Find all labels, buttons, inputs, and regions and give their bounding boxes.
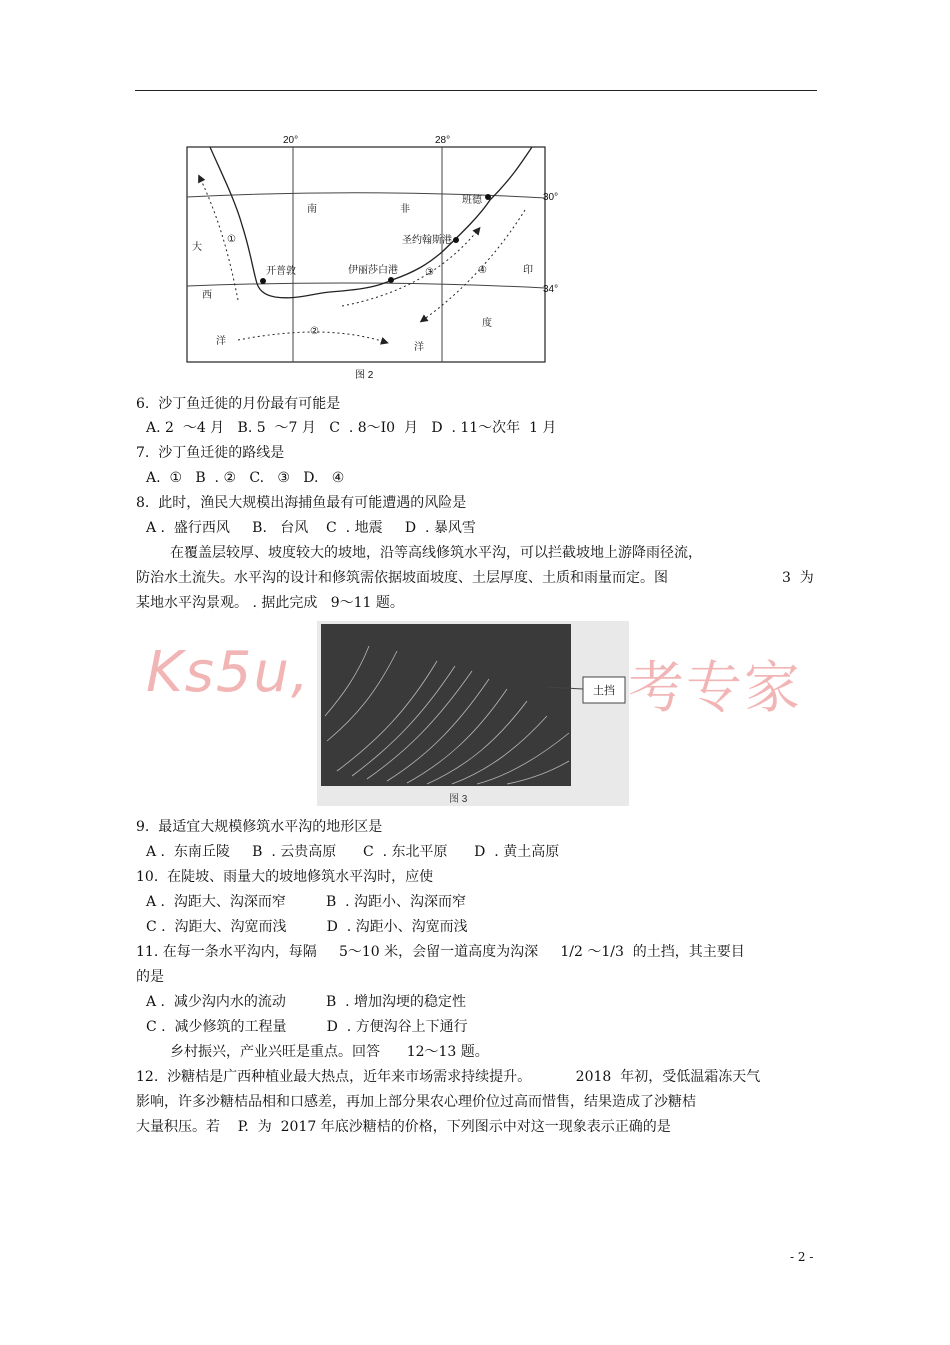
- region-label: 度: [482, 318, 492, 329]
- map-frame: [187, 147, 545, 362]
- photo-caption: 图 3: [449, 794, 468, 805]
- q9-stem: 9. 最适宜大规模修筑水平沟的地形区是: [136, 819, 383, 835]
- town-dot: [485, 194, 491, 200]
- route-label: ①: [227, 234, 236, 245]
- town-dot: [453, 237, 459, 243]
- region-label: 非: [400, 204, 410, 215]
- q11-options-ab: A . 减少沟内水的流动 B . 增加沟埂的稳定性: [146, 994, 467, 1010]
- watermark-left: Ks5u,: [146, 640, 311, 705]
- q9-options: A . 东南丘陵 B . 云贵高原 C . 东北平原 D . 黄土高原: [146, 844, 560, 860]
- figure-caption: 图 2: [355, 370, 374, 381]
- region-label: 西: [202, 290, 212, 301]
- place-label: 圣约翰斯港: [402, 235, 452, 246]
- town-dot: [260, 278, 266, 284]
- region-label: 大: [192, 242, 202, 253]
- photo-label: 土挡: [593, 685, 615, 697]
- figure-3-photo: [317, 621, 629, 806]
- q6-stem: 6. 沙丁鱼迁徙的月份最有可能是: [136, 396, 341, 412]
- q12-line3: 大量积压。若 P. 为 2017 年底沙糖桔的价格，下列图示中对这一现象表示正确的是: [136, 1119, 671, 1135]
- passage1-line1: 在覆盖层较厚、坡度较大的坡地，沿等高线修筑水平沟，可以拦截坡地上游降雨径流，: [170, 545, 702, 561]
- place-label: 伊丽莎白港: [348, 265, 398, 276]
- passage1-line3: 某地水平沟景观。 . 据此完成 9～11 题。: [136, 595, 404, 611]
- region-label: 洋: [216, 336, 226, 347]
- route-label: ④: [478, 265, 487, 276]
- q12-line2: 影响，许多沙糖桔品相和口感差，再加上部分果农心理价位过高而惜售，结果造成了沙糖桔: [136, 1094, 696, 1110]
- region-label: 南: [307, 204, 317, 215]
- figure-2-map: [180, 130, 559, 390]
- region-label: 洋: [414, 342, 424, 353]
- q10-options-ab: A . 沟距大、沟深而窄 B . 沟距小、沟深而窄: [146, 894, 467, 910]
- q6-options: A. 2 ～4 月 B. 5 ～7 月 C . 8～I0 月 D . 11～次年 1 月: [146, 420, 557, 436]
- q11-stem-cont: 的是: [136, 969, 164, 985]
- route-label: ③: [425, 267, 434, 278]
- passage2-line1: 乡村振兴，产业兴旺是重点。回答 12～13 题。: [170, 1044, 489, 1060]
- q8-options: A . 盛行西风 B. 台风 C . 地震 D . 暴风雪: [146, 520, 476, 536]
- region-label: 印: [523, 265, 533, 276]
- q12-line1: 12. 沙糖桔是广西种植业最大热点，近年来市场需求持续提升。 2018 年初，受低温霜冻天气: [136, 1069, 761, 1085]
- q7-options: A. ① B . ② C. ③ D. ④: [146, 470, 345, 486]
- q10-stem: 10. 在陡坡、雨量大的坡地修筑水平沟时，应使: [136, 869, 434, 885]
- lon-label: 20°: [283, 135, 299, 146]
- lon-label: 28°: [435, 135, 451, 146]
- q7-stem: 7. 沙丁鱼迁徙的路线是: [136, 445, 285, 461]
- header-rule: [135, 90, 817, 91]
- lat-label: 34°: [543, 284, 559, 295]
- watermark-right: 考专家: [628, 656, 802, 721]
- q11-options-cd: C . 减少修筑的工程量 D . 方便沟谷上下通行: [146, 1019, 468, 1035]
- lat-label: 30°: [543, 192, 559, 203]
- passage1-line2: 防治水土流失。水平沟的设计和修筑需依据坡面坡度、土层厚度、土质和雨量而定。图: [136, 570, 668, 586]
- q10-options-cd: C . 沟距大、沟宽而浅 D . 沟距小、沟宽而浅: [146, 919, 468, 935]
- page-number: - 2 -: [790, 1250, 814, 1264]
- q8-stem: 8. 此时，渔民大规模出海捕鱼最有可能遭遇的风险是: [136, 495, 467, 511]
- route-label: ②: [310, 326, 319, 337]
- passage1-line2-tail: 3 为: [782, 570, 814, 586]
- town-dot: [388, 277, 394, 283]
- q11-stem: 11. 在每一条水平沟内，每隔 5～10 米，会留一道高度为沟深 1/2 ～1/3 的土挡，其主要目: [136, 944, 745, 960]
- place-label: 班德: [462, 195, 482, 206]
- place-label: 开普敦: [266, 266, 296, 277]
